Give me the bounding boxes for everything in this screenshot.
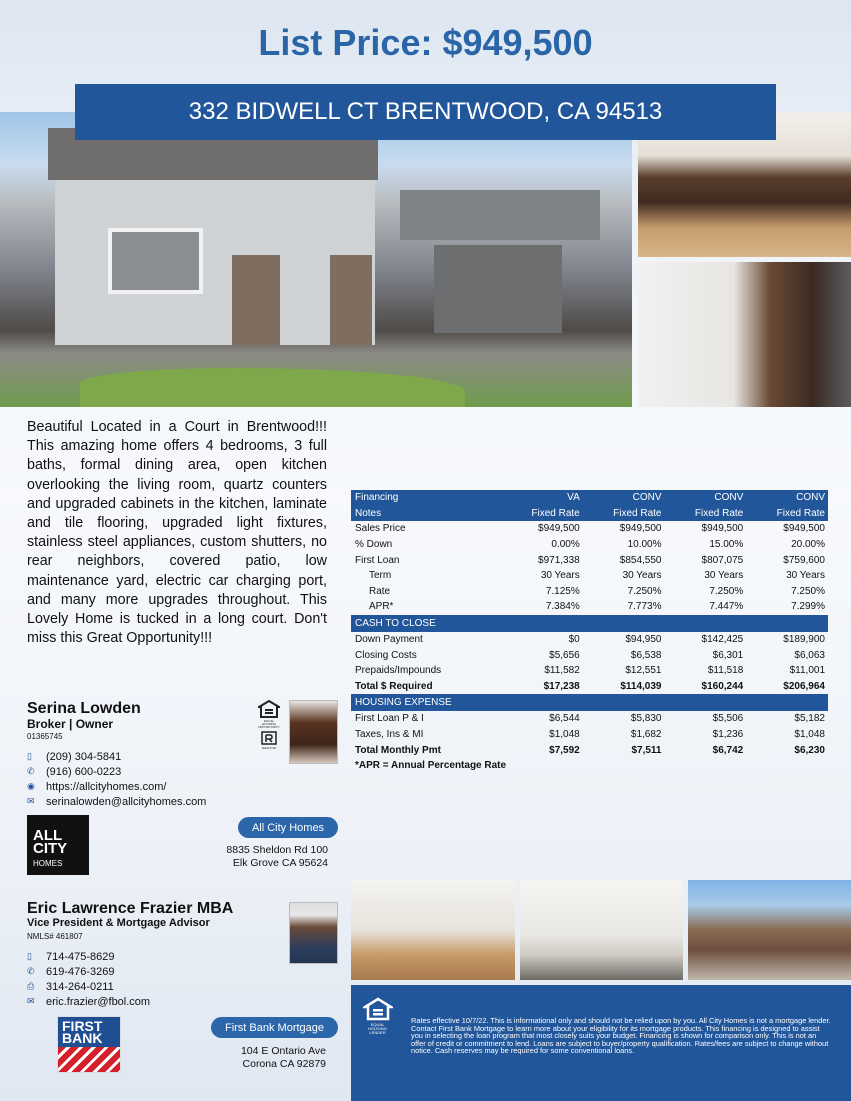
table-cell: 7.384%: [545, 601, 580, 613]
garage-door-shape: [434, 245, 562, 333]
table-cell: Sales Price: [355, 523, 406, 535]
address-line: Elk Grove CA 95624: [232, 857, 328, 869]
table-cell: 30 Years: [540, 570, 580, 582]
equal-housing-icon: [258, 700, 280, 718]
table-cell: 7.250%: [709, 585, 744, 597]
notes-header-row: [351, 506, 828, 522]
table-cell: Term: [369, 570, 392, 582]
lender-title: Vice President & Mortgage Advisor: [27, 917, 210, 929]
agent-license: 01365745: [27, 732, 63, 741]
table-cell: Financing: [355, 492, 399, 504]
cash-to-close-header: [351, 615, 828, 632]
logo-text: BANK: [62, 1030, 103, 1046]
table-cell: Rate: [369, 585, 391, 597]
table-cell: $114,039: [620, 680, 662, 692]
table-cell: 7.299%: [791, 601, 825, 613]
first-bank-mortgage-button[interactable]: First Bank Mortgage: [211, 1017, 338, 1038]
table-row: [351, 599, 828, 615]
financing-table: [351, 490, 828, 774]
list-price-title: List Price: $949,500: [258, 22, 593, 63]
patio-photo: [688, 880, 851, 980]
table-cell: Total $ Required: [355, 680, 433, 692]
first-bank-logo: [57, 1016, 121, 1073]
table-cell: $971,338: [538, 554, 580, 566]
agent-mobile-row[interactable]: [27, 749, 206, 764]
lender-contact-list: [27, 949, 150, 1009]
table-cell: $949,500: [538, 523, 580, 535]
lender-email-row[interactable]: [27, 994, 150, 1009]
disclaimer-text: Rates effective 10/7/22. This is informational only and should not be relied upon by you. All City Homes is not a mortgage lender. Contact First Bank Mortgage to learn more about your eligibility for its mortgage products. This financing is designed to assist you in selecting the loan program that most closely suits your budget. Financing is shown for comparison only. This is not an offer of credit or commitment to lend. Loans are subject to buyer/property qualification. Rates/fees are subject to change without notice. Cash reserves may be required for some conventional loans.: [411, 1016, 831, 1056]
mobile-phone-icon: ▯: [27, 951, 32, 961]
table-row: [351, 537, 828, 553]
table-cell: $949,500: [701, 523, 744, 535]
logo-text: HOMES: [33, 859, 63, 868]
table-cell: $5,182: [794, 713, 825, 725]
lender-license: NMLS# 461807: [27, 932, 83, 941]
kitchen-detail-photo: [638, 262, 851, 407]
table-cell: CONV: [714, 492, 744, 504]
equal-housing-lender-icon: [363, 997, 393, 1021]
table-row: [351, 647, 828, 663]
realtor-label: REALTOR: [262, 746, 276, 750]
table-cell: Total Monthly Pmt: [355, 744, 441, 756]
lender-portrait: [289, 902, 338, 964]
table-cell: $94,950: [625, 634, 662, 646]
lender-address: [190, 1045, 326, 1071]
table-row: [351, 521, 828, 537]
house-window-shape: [108, 228, 203, 294]
table-cell: $854,550: [619, 554, 662, 566]
table-cell: VA: [567, 492, 580, 504]
living-room-photo: [520, 880, 683, 980]
envelope-icon: ✉: [27, 796, 35, 806]
table-cell: First Loan: [355, 554, 400, 566]
agent-name: Serina Lowden: [27, 700, 141, 717]
first-bank-logo-stripes: [58, 1047, 120, 1072]
agent-portrait: [289, 700, 338, 764]
lender-phone-row[interactable]: [27, 964, 150, 979]
cash-rows: [351, 632, 828, 679]
table-row: [351, 711, 828, 727]
table-cell: $5,830: [630, 713, 662, 725]
address-banner: 332 BIDWELL CT BRENTWOOD, CA 94513: [75, 84, 776, 140]
agent-phone: (916) 600-0223: [46, 765, 122, 778]
lender-mobile: 714-475-8629: [46, 950, 115, 963]
agent-email: serinalowden@allcityhomes.com: [46, 795, 207, 808]
loan-rows: [351, 521, 828, 615]
table-cell: 7.250%: [627, 585, 662, 597]
lender-fax-row[interactable]: [27, 979, 150, 994]
logo-text: ALL: [33, 827, 63, 844]
house-pillar-shape: [330, 255, 372, 345]
lender-mobile-row[interactable]: [27, 949, 150, 964]
section-label: HOUSING EXPENSE: [355, 697, 452, 709]
brokerage-address: [180, 844, 328, 870]
table-cell: 15.00%: [709, 539, 744, 551]
apr-footnote: *APR = Annual Percentage Rate: [355, 760, 507, 772]
table-cell: $189,900: [783, 634, 825, 646]
agent-phone-row[interactable]: [27, 764, 206, 779]
agent-website: https://allcityhomes.com/: [46, 780, 167, 793]
table-cell: 7.250%: [791, 585, 825, 597]
housing-rows: [351, 711, 828, 742]
table-cell: $759,600: [783, 554, 825, 566]
table-cell: $6,063: [794, 649, 825, 661]
table-cell: Fixed Rate: [694, 507, 744, 519]
agent-website-row[interactable]: [27, 779, 206, 794]
agent-email-row[interactable]: [27, 794, 206, 809]
table-cell: $6,230: [794, 744, 825, 756]
property-description: Beautiful Located in a Court in Brentwood!!! This amazing home offers 4 bedrooms, 3 full baths, formal dining area, open kitchen overlooking the living room, quartz counters and upgraded cabinets in the kitchen, laminate and tile flooring, upgraded light fixtures, stainless steel appliances, custom shutters, no rear neighbors, covered patio, low maintenance yard, electric car charging port, and many more upgrades throughout. This Lovely Home is tucked in a long court. Don't miss this Great Opportunity!!!: [27, 419, 327, 647]
table-cell: $949,500: [619, 523, 662, 535]
table-cell: Down Payment: [355, 634, 423, 646]
table-cell: $1,682: [630, 729, 662, 741]
phone-icon: ✆: [27, 966, 35, 976]
table-cell: 20.00%: [791, 539, 825, 551]
table-row: [351, 552, 828, 568]
table-cell: $160,244: [701, 680, 744, 692]
table-cell: $7,592: [549, 744, 580, 756]
table-cell: $11,001: [789, 665, 825, 677]
table-cell: Fixed Rate: [531, 507, 580, 519]
logo-text: CITY: [33, 840, 68, 857]
table-cell: $206,964: [783, 680, 825, 692]
table-cell: CONV: [632, 492, 662, 504]
table-cell: 7.773%: [627, 601, 662, 613]
table-cell: Fixed Rate: [613, 507, 662, 519]
logo-text: FIRST: [62, 1018, 103, 1034]
table-cell: $807,075: [701, 554, 744, 566]
equal-housing-label: EQUAL HOUSING OPPORTUNITY: [258, 719, 280, 729]
table-cell: $1,048: [549, 729, 580, 741]
table-cell: $5,656: [549, 649, 580, 661]
address-line: Corona CA 92879: [242, 1058, 326, 1070]
dining-room-photo: [351, 880, 515, 980]
table-cell: $6,301: [712, 649, 744, 661]
table-cell: $11,582: [544, 665, 580, 677]
equal-housing-realtor-logo: [258, 700, 280, 750]
table-cell: Fixed Rate: [776, 507, 825, 519]
table-cell: 7.447%: [709, 601, 744, 613]
all-city-homes-logo: [27, 815, 89, 875]
realtor-icon: [261, 731, 277, 745]
table-cell: First Loan P & I: [355, 713, 424, 725]
table-cell: Prepaids/Impounds: [355, 665, 442, 677]
table-cell: $1,236: [712, 729, 744, 741]
agent-contact-list: [27, 749, 206, 809]
table-cell: Taxes, Ins & MI: [355, 729, 424, 741]
table-cell: 30 Years: [704, 570, 744, 582]
phone-icon: ✆: [27, 766, 35, 776]
agent-title: Broker | Owner: [27, 717, 114, 731]
table-cell: 7.125%: [545, 585, 580, 597]
table-cell: 0.00%: [551, 539, 580, 551]
table-cell: $12,551: [625, 665, 662, 677]
table-cell: APR*: [369, 601, 394, 613]
financing-header-row: [351, 490, 828, 506]
first-bank-logo-text: [58, 1017, 120, 1047]
lender-email: eric.frazier@fbol.com: [46, 995, 151, 1008]
table-cell: $142,425: [701, 634, 744, 646]
envelope-icon: ✉: [27, 996, 35, 1006]
table-cell: Notes: [355, 507, 382, 519]
table-cell: $11,518: [707, 665, 744, 677]
table-cell: $6,742: [712, 744, 744, 756]
table-cell: $6,538: [630, 649, 662, 661]
table-cell: $17,238: [543, 680, 580, 692]
lender-name: Eric Lawrence Frazier MBA: [27, 900, 234, 917]
table-row: [351, 727, 828, 743]
table-row: [351, 584, 828, 600]
table-cell: $949,500: [783, 523, 825, 535]
table-cell: $0: [568, 634, 580, 646]
house-pillar-shape: [232, 255, 280, 345]
lender-fax: 314-264-0211: [46, 980, 114, 993]
house-wall-shape: [55, 180, 375, 345]
address-line: 104 E Ontario Ave: [240, 1045, 326, 1057]
table-row: [351, 632, 828, 648]
table-cell: Closing Costs: [355, 649, 417, 661]
housing-total-row: [351, 742, 828, 758]
table-cell: 30 Years: [622, 570, 662, 582]
table-cell: 30 Years: [786, 570, 825, 582]
housing-expense-header: [351, 694, 828, 711]
table-cell: CONV: [796, 492, 825, 504]
table-cell: $7,511: [631, 744, 662, 756]
table-cell: $1,048: [794, 729, 825, 741]
equal-housing-lender-label: EQUAL HOUSING LENDER: [368, 1022, 387, 1035]
table-cell: $5,506: [712, 713, 744, 725]
address-line: 8835 Sheldon Rd 100: [226, 844, 328, 856]
fax-icon: ⎙: [27, 981, 35, 991]
all-city-homes-button[interactable]: All City Homes: [238, 817, 338, 838]
table-cell: 10.00%: [627, 539, 662, 551]
table-cell: % Down: [355, 539, 393, 551]
garage-roof-shape: [400, 190, 600, 240]
lender-phone: 619-476-3269: [46, 965, 115, 978]
equal-housing-lender-logo: [361, 997, 394, 1035]
agent-mobile: (209) 304-5841: [46, 750, 122, 763]
table-row: [351, 663, 828, 679]
cash-total-row: [351, 679, 828, 695]
section-label: CASH TO CLOSE: [355, 617, 436, 629]
table-cell: $6,544: [549, 713, 580, 725]
globe-icon: ◉: [27, 781, 35, 791]
mobile-phone-icon: ▯: [27, 751, 32, 761]
table-row: [351, 568, 828, 584]
